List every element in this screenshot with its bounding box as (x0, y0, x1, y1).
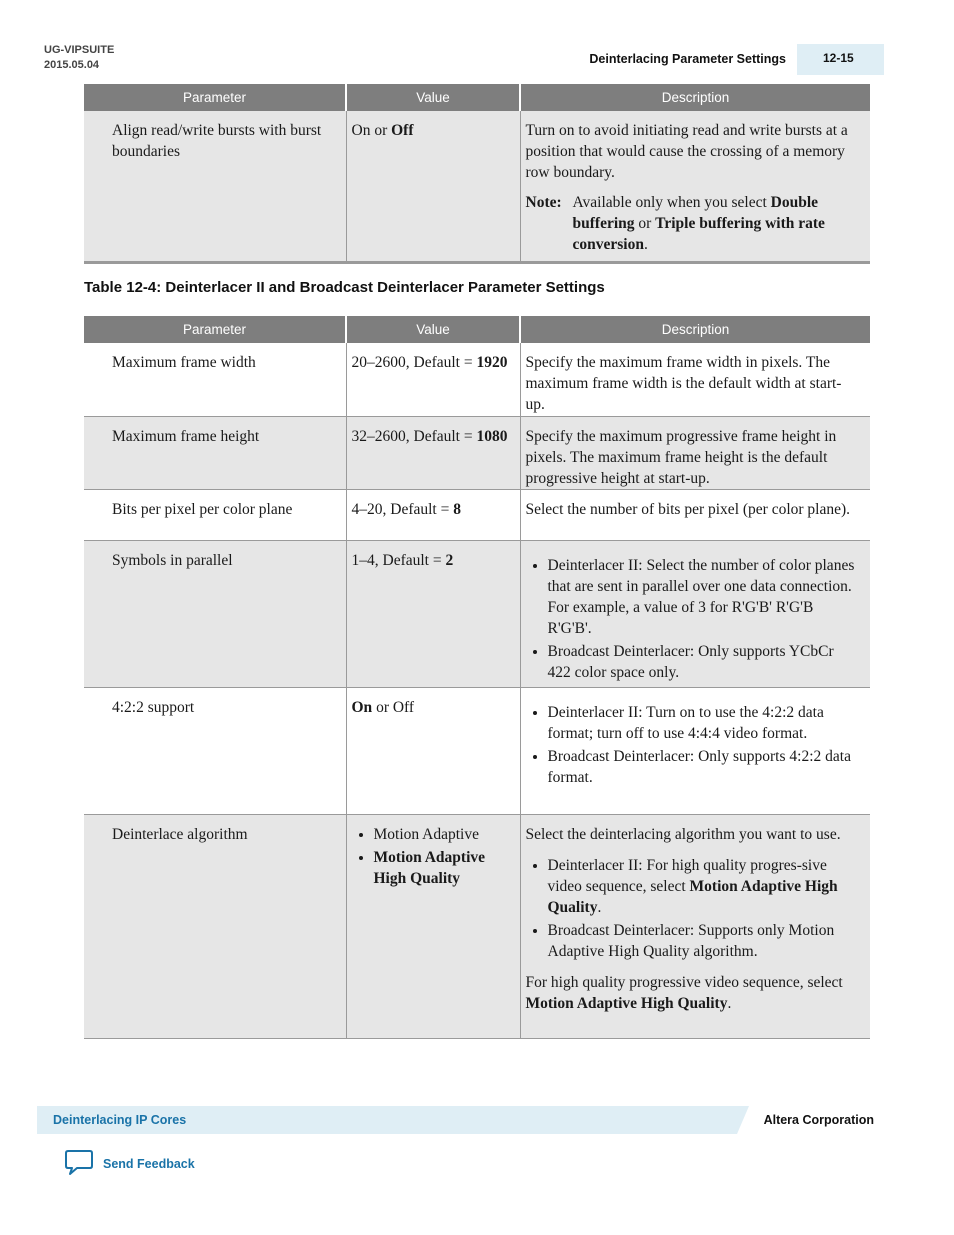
list-item: • Broadcast Deinterlacer: Supports only Motion Adaptive High Quality algorithm. (548, 920, 861, 962)
parameter-cell: Bits per pixel per color plane (84, 489, 346, 540)
list-item: • Deinterlacer II: Select the number of color planes that are sent in parallel over one data connection. For example, a value of 3 for R'G'B' R'G'B R'G'B'. (548, 555, 861, 639)
table-header-row (84, 84, 870, 111)
description-cell: Select the number of bits per pixel (per color plane). (520, 489, 870, 540)
value-cell: 1–4, Default = 2 (346, 540, 520, 687)
column-header-value: Value (346, 316, 520, 343)
value-cell: 20–2600, Default = 1920 (346, 343, 520, 416)
footer-chapter-link[interactable]: Deinterlacing IP Cores (53, 1113, 187, 1127)
column-header-description: Description (520, 84, 870, 111)
table-caption: Table 12-4: Deinterlacer II and Broadcast Deinterlacer Parameter Settings (84, 279, 605, 296)
parameter-cell: Symbols in parallel (84, 540, 346, 687)
value-cell: 4–20, Default = 8 (346, 489, 520, 540)
running-header-title: Deinterlacing Parameter Settings (589, 52, 786, 66)
parameter-cell: Maximum frame height (84, 416, 346, 489)
document-date: 2015.05.04 (44, 59, 100, 71)
parameter-table (84, 316, 870, 1039)
value-cell: On or Off (346, 111, 520, 262)
table-row (84, 687, 870, 814)
parameter-cell: Deinterlace algorithm (84, 814, 346, 1038)
list-item: • Deinterlacer II: Turn on to use the 4:2:2 data format; turn off to use 4:4:4 video format. (548, 702, 861, 744)
description-cell (520, 111, 870, 262)
table-row (84, 540, 870, 687)
column-header-parameter: Parameter (84, 84, 346, 111)
parameter-table-continued (84, 84, 870, 264)
description-outro: For high quality progressive video sequence, select Motion Adaptive High Quality. (525, 973, 843, 1012)
table-header-row (84, 316, 870, 343)
value-bullet-list (352, 824, 514, 889)
table-row (84, 416, 870, 489)
speech-bubble-icon (64, 1148, 94, 1181)
table-row (84, 111, 870, 262)
bullet-list (526, 702, 861, 788)
note-label: Note: (525, 194, 562, 211)
description-cell: Specify the maximum progressive frame height in pixels. The maximum frame height is the default progressive height at start-up. (520, 416, 870, 489)
page-number-tab (797, 44, 884, 75)
list-item: • Broadcast Deinterlacer: Only supports 4:2:2 data format. (548, 746, 861, 788)
value-cell (346, 814, 520, 1038)
page-number: 12-15 (823, 51, 854, 65)
list-item: • Broadcast Deinterlacer: Only supports YCbCr 422 color space only. (548, 641, 861, 683)
description-cell: Specify the maximum frame width in pixels. The maximum frame width is the default width at start-up. (520, 343, 870, 416)
list-item: • Motion Adaptive High Quality (374, 847, 514, 889)
column-header-description: Description (520, 316, 870, 343)
send-feedback-label: Send Feedback (103, 1157, 195, 1171)
description-cell (520, 540, 870, 687)
document-code: UG-VIPSUITE (44, 44, 115, 56)
parameter-cell: Maximum frame width (84, 343, 346, 416)
description-cell (520, 687, 870, 814)
send-feedback-link[interactable] (64, 1150, 195, 1178)
description-intro: Select the deinterlacing algorithm you want to use. (525, 825, 841, 843)
description-cell (520, 814, 870, 1038)
footer-band (37, 1106, 749, 1134)
table-row (84, 343, 870, 416)
column-header-value: Value (346, 84, 520, 111)
list-item: • Motion Adaptive (374, 824, 514, 845)
list-item: • Deinterlacer II: For high quality progres-sive video sequence, select Motion Adaptive High Quality. (548, 855, 861, 918)
value-cell: On or Off (346, 687, 520, 814)
bullet-list (526, 555, 861, 683)
table-row (84, 814, 870, 1038)
note-text: Available only when you select Double buffering or Triple buffering with rate conversion. (572, 194, 825, 253)
column-header-parameter: Parameter (84, 316, 346, 343)
description-text: Turn on to avoid initiating read and write bursts at a position that would cause the crossing of a memory row boundary. (525, 122, 848, 181)
parameter-cell: Align read/write bursts with burst boundaries (84, 111, 346, 262)
table-row (84, 489, 870, 540)
bullet-list (526, 855, 861, 962)
document-id (44, 43, 114, 73)
footer-company: Altera Corporation (763, 1113, 874, 1127)
parameter-cell: 4:2:2 support (84, 687, 346, 814)
value-cell: 32–2600, Default = 1080 (346, 416, 520, 489)
note-block (526, 192, 861, 255)
